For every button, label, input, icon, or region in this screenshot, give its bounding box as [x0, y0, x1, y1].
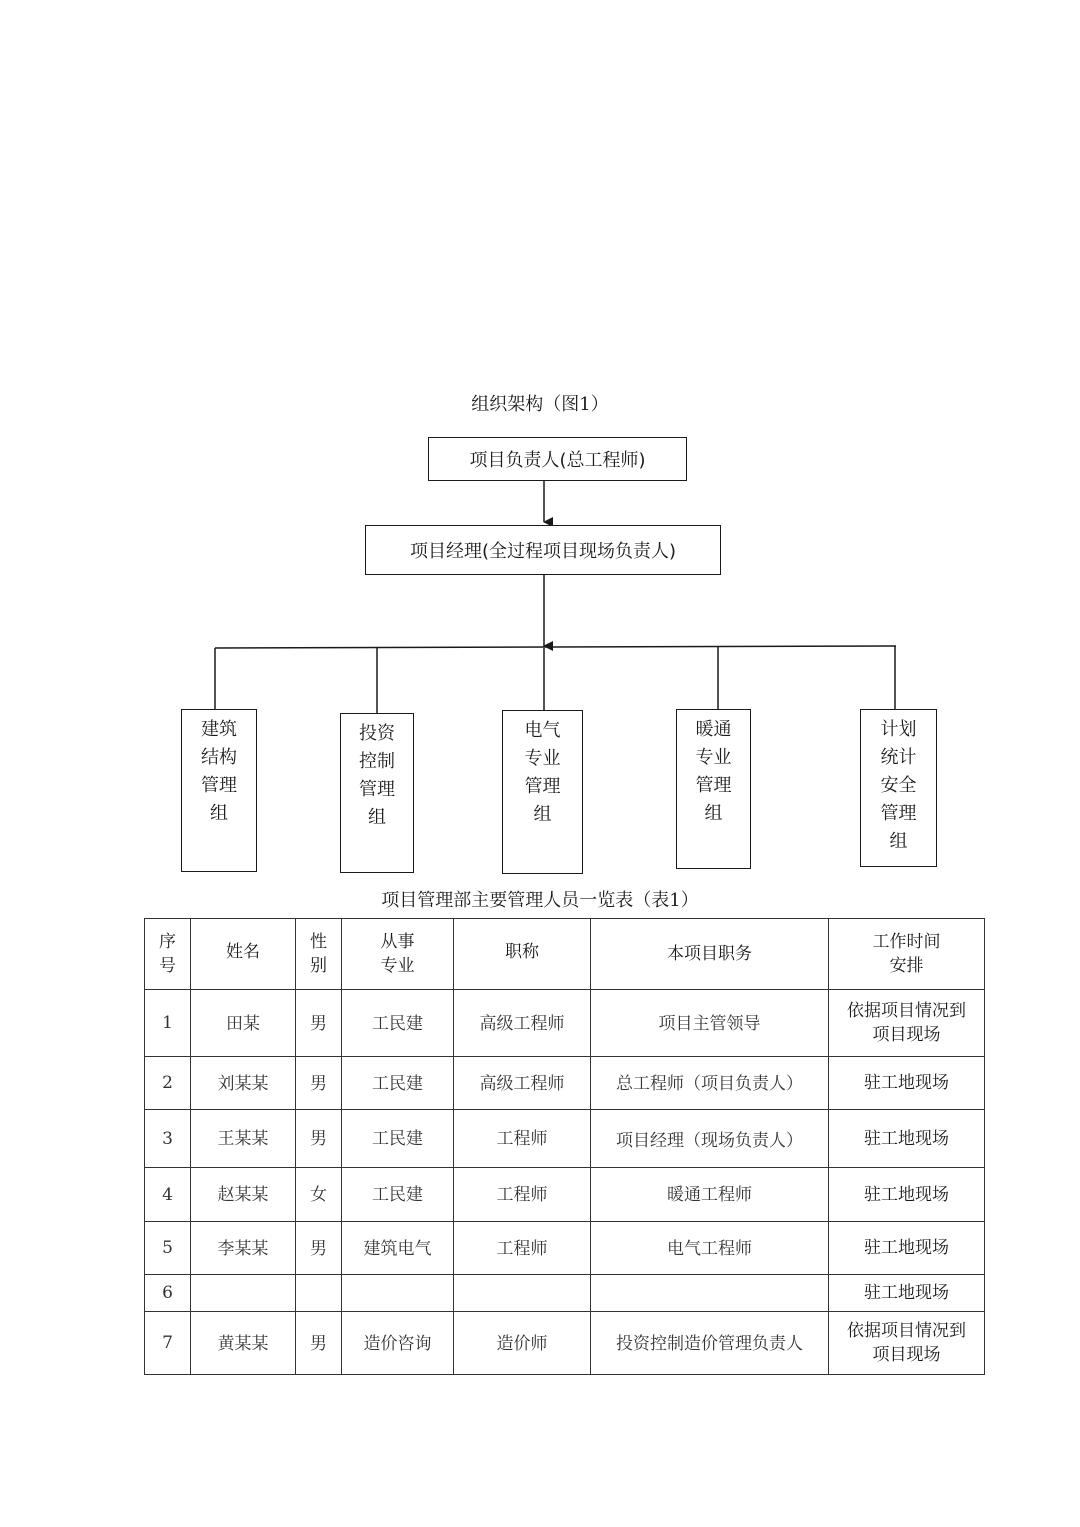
- cell-duty: [591, 1275, 829, 1312]
- cell-title: [454, 1275, 591, 1312]
- cell-duty: 投资控制造价管理负责人: [591, 1312, 829, 1375]
- cell-title: 高级工程师: [454, 1057, 591, 1110]
- cell-schedule: 驻工地现场: [829, 1275, 985, 1312]
- cell-gender: 男: [296, 1110, 342, 1168]
- cell-duty: 暖通工程师: [591, 1168, 829, 1222]
- header-title: 职称: [454, 919, 591, 990]
- cell-duty: 项目主管领导: [591, 990, 829, 1057]
- cell-name: [191, 1275, 296, 1312]
- cell-title: 高级工程师: [454, 990, 591, 1057]
- cell-major: 工民建: [342, 990, 454, 1057]
- cell-no: 1: [145, 990, 191, 1057]
- table-row: [145, 1312, 985, 1375]
- cell-duty: 电气工程师: [591, 1222, 829, 1275]
- cell-gender: 女: [296, 1168, 342, 1222]
- cell-title: 工程师: [454, 1222, 591, 1275]
- cell-title: 工程师: [454, 1168, 591, 1222]
- table-row: [145, 1057, 985, 1110]
- org-node-project-leader: 项目负责人(总工程师): [428, 437, 687, 481]
- cell-gender: 男: [296, 1312, 342, 1375]
- header-major: 从事 专业: [342, 919, 454, 990]
- header-schedule: 工作时间 安排: [829, 919, 985, 990]
- cell-name: 赵某某: [191, 1168, 296, 1222]
- cell-name: 田某: [191, 990, 296, 1057]
- table-row: [145, 990, 985, 1057]
- cell-name: 李某某: [191, 1222, 296, 1275]
- cell-schedule: 驻工地现场: [829, 1110, 985, 1168]
- table-row: [145, 1275, 985, 1312]
- cell-major: 造价咨询: [342, 1312, 454, 1375]
- org-node-project-manager: 项目经理(全过程项目现场负责人): [365, 525, 721, 575]
- cell-gender: 男: [296, 1222, 342, 1275]
- header-name: 姓名: [191, 919, 296, 990]
- table-row: [145, 1110, 985, 1168]
- cell-name: 黄某某: [191, 1312, 296, 1375]
- cell-no: 7: [145, 1312, 191, 1375]
- cell-duty: 总工程师（项目负责人）: [591, 1057, 829, 1110]
- cell-title: 工程师: [454, 1110, 591, 1168]
- org-node-planning-safety-group: 计划 统计 安全 管理 组: [860, 709, 937, 867]
- cell-major: 建筑电气: [342, 1222, 454, 1275]
- org-node-hvac-group: 暖通 专业 管理 组: [676, 709, 751, 869]
- table-row: [145, 1222, 985, 1275]
- cell-no: 6: [145, 1275, 191, 1312]
- table-header-row: [145, 919, 985, 990]
- cell-title: 造价师: [454, 1312, 591, 1375]
- cell-schedule: 依据项目情况到 项目现场: [829, 990, 985, 1057]
- header-gender: 性 别: [296, 919, 342, 990]
- cell-no: 5: [145, 1222, 191, 1275]
- cell-gender: 男: [296, 1057, 342, 1110]
- table-caption: 项目管理部主要管理人员一览表（表1）: [381, 890, 699, 911]
- cell-gender: 男: [296, 990, 342, 1057]
- cell-name: 王某某: [191, 1110, 296, 1168]
- cell-gender: [296, 1275, 342, 1312]
- header-no: 序 号: [145, 919, 191, 990]
- cell-no: 2: [145, 1057, 191, 1110]
- cell-major: [342, 1275, 454, 1312]
- org-node-investment-group: 投资 控制 管理 组: [340, 713, 414, 873]
- cell-major: 工民建: [342, 1110, 454, 1168]
- staff-table: [144, 918, 985, 1375]
- cell-schedule: 驻工地现场: [829, 1057, 985, 1110]
- cell-name: 刘某某: [191, 1057, 296, 1110]
- cell-schedule: 依据项目情况到 项目现场: [829, 1312, 985, 1375]
- cell-major: 工民建: [342, 1168, 454, 1222]
- cell-no: 4: [145, 1168, 191, 1222]
- org-node-structure-group: 建筑 结构 管理 组: [181, 709, 257, 872]
- cell-schedule: 驻工地现场: [829, 1222, 985, 1275]
- cell-no: 3: [145, 1110, 191, 1168]
- header-duty: 本项目职务: [591, 919, 829, 990]
- cell-schedule: 驻工地现场: [829, 1168, 985, 1222]
- cell-duty: 项目经理（现场负责人）: [591, 1110, 829, 1168]
- table-row: [145, 1168, 985, 1222]
- cell-major: 工民建: [342, 1057, 454, 1110]
- connector-horizontal-bus: [215, 646, 896, 648]
- org-node-electrical-group: 电气 专业 管理 组: [502, 710, 583, 874]
- org-chart-caption: 组织架构（图1）: [471, 394, 609, 415]
